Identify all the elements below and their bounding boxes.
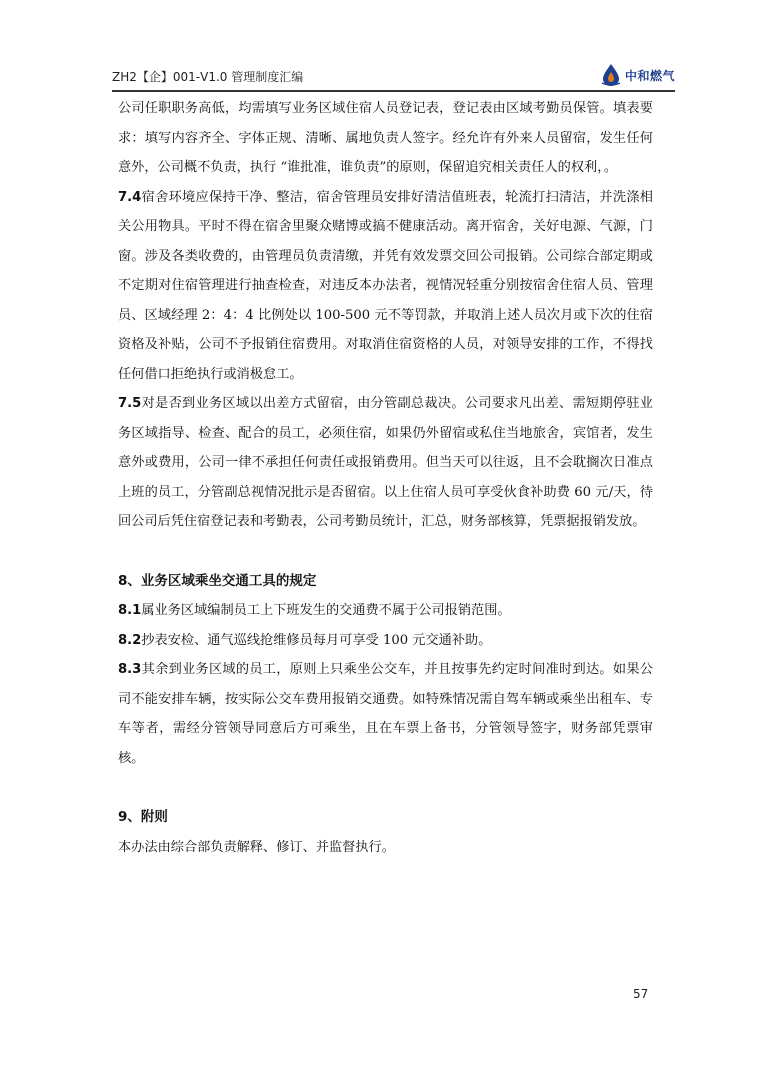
- spacer: [118, 773, 653, 803]
- section-8-2: [118, 626, 653, 656]
- section-number: 8.2: [118, 632, 142, 648]
- logo-text: 中和燃气: [624, 68, 675, 83]
- paragraph-intro: 公司任职职务高低，均需填写业务区域住宿人员登记表，登记表由区域考勤员保管。填表要求：填写内容齐全、字体正规、清晰、属地负责人签字。经允许有外来人员留宿，发生任何意外，公司概不负责，执行 “谁批准，谁负责”的原则，保留追究相关责任人的权利，。: [118, 101, 653, 175]
- page-header: [112, 58, 675, 92]
- page-number: 57: [633, 987, 649, 1001]
- section-text: 抄表安检、通气巡线抢维修员每月可享受 100 元交通补助。: [141, 632, 492, 648]
- section-text: 宿舍环境应保持干净、整洁，宿舍管理员安排好清洁值班表，轮流打扫清洁，并洗涤相关公用物具。平时不得在宿舍里聚众赌博或搞不健康活动。离开宿舍，关好电源、气源，门窗。涉及各类收费的，由管理员负责清缴，并凭有效发票交回公司报销。公司综合部定期或不定期对住宿管理进行抽查检查，对违反本办法者，视情况轻重分别按宿舍住宿人员、管理员、区域经理 2：4：4 比例处以 100-500 元不等罚款，并取消上述人员次月或下次的住宿资格及补贴，公司不予报销住宿费用。对取消住宿资格的人员，对领导安排的工作，不得找任何借口拒绝执行或消极怠工。: [118, 189, 653, 382]
- flame-drop-icon: [600, 63, 622, 87]
- heading-section-8: 8、业务区域乘坐交通工具的规定: [118, 572, 317, 589]
- section-number: 8.3: [118, 662, 142, 677]
- section-9-text: 本办法由综合部负责解释、修订、并监督执行。: [118, 839, 395, 855]
- company-logo: [600, 62, 675, 88]
- heading-section-9: 9、附则: [118, 809, 168, 825]
- section-number: 7.4: [118, 189, 142, 205]
- section-number: 7.5: [118, 396, 142, 411]
- section-8-1: [118, 596, 653, 626]
- section-text: 其余到业务区域的员工，原则上只乘坐公交车，并且按事先约定时间准时到达。如果公司不能安排车辆，按实际公交车费用报销交通费。如特殊情况需自驾车辆或乘坐出租车、专车等者，需经分管领导同意后方可乘坐，且在车票上备书，分管领导签字，财务部凭票审核。: [118, 662, 653, 766]
- section-7-5: [118, 389, 653, 537]
- section-number: 8.1: [118, 603, 142, 618]
- spacer: [118, 537, 653, 567]
- section-8-3: [118, 655, 653, 773]
- document-title: ZH2【企】001-V1.0 管理制度汇编: [112, 70, 304, 84]
- document-body: [118, 94, 653, 862]
- section-text: 属业务区域编制员工上下班发生的交通费不属于公司报销范围。: [141, 603, 511, 618]
- header-divider: [112, 90, 675, 92]
- section-7-4: [118, 183, 653, 390]
- section-text: 对是否到业务区域以出差方式留宿，由分管副总裁决。公司要求凡出差、需短期停驻业务区域指导、检查、配合的员工，必须住宿，如果仍外留宿或私住当地旅舍，宾馆者，发生意外或费用，公司一律不承担任何责任或报销费用。但当天可以往返，且不会耽搁次日准点上班的员工，分管副总视情况批示是否留宿。以上住宿人员可享受伙食补助费 60 元/天，待回公司后凭住宿登记表和考勤表，公司考勤员统计，汇总，财务部核算，凭票据报销发放。: [118, 396, 653, 529]
